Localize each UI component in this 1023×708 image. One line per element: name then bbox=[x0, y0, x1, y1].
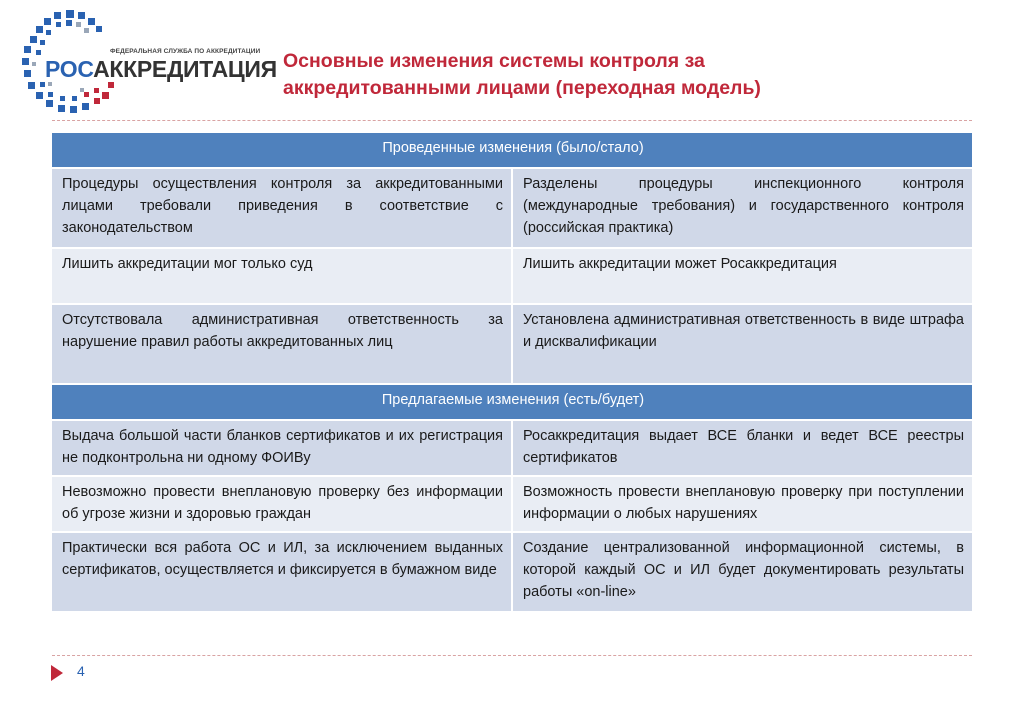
page-number: 4 bbox=[77, 663, 85, 679]
cell-future: Росаккредитация выдает ВСЕ бланки и ведет ВСЕ реестры сертификатов bbox=[512, 420, 973, 476]
table-row bbox=[51, 532, 973, 612]
page-title-line2: аккредитованными лицами (переходная модель) bbox=[283, 77, 761, 99]
logo bbox=[18, 8, 277, 118]
section-header-row bbox=[51, 132, 973, 168]
cell-before: Отсутствовала административная ответственность за нарушение правил работы аккредитованных лиц bbox=[51, 304, 512, 384]
cell-after: Установлена административная ответственность в виде штрафа и дисквалификации bbox=[512, 304, 973, 384]
changes-table bbox=[50, 131, 974, 613]
cell-now: Выдача большой части бланков сертификатов и их регистрация не подконтрольна ни одному ФОИВу bbox=[51, 420, 512, 476]
bottom-divider bbox=[52, 655, 972, 656]
top-divider bbox=[52, 120, 972, 121]
page-title bbox=[283, 48, 983, 102]
section1-header: Проведенные изменения (было/стало) bbox=[51, 132, 973, 168]
cell-before: Процедуры осуществления контроля за аккредитованными лицами требовали приведения в соответствие с законодательством bbox=[51, 168, 512, 248]
cell-after: Разделены процедуры инспекционного контроля (международные требования) и государственного контроля (российская практика) bbox=[512, 168, 973, 248]
cell-now: Практически вся работа ОС и ИЛ, за исключением выданных сертификатов, осуществляется и фиксируется в бумажном виде bbox=[51, 532, 512, 612]
section2-header: Предлагаемые изменения (есть/будет) bbox=[51, 384, 973, 420]
table-row bbox=[51, 168, 973, 248]
play-triangle-icon bbox=[51, 665, 63, 681]
section-header-row bbox=[51, 384, 973, 420]
logo-wordmark-part1: РОС bbox=[45, 56, 94, 82]
table-row bbox=[51, 476, 973, 532]
page-title-line1: Основные изменения системы контроля за bbox=[283, 50, 705, 72]
table-row bbox=[51, 248, 973, 304]
cell-future: Возможность провести внеплановую проверку при поступлении информации о любых нарушениях bbox=[512, 476, 973, 532]
logo-wordmark bbox=[45, 56, 277, 83]
cell-now: Невозможно провести внеплановую проверку без информации об угрозе жизни и здоровью граждан bbox=[51, 476, 512, 532]
logo-agency-line: ФЕДЕРАЛЬНАЯ СЛУЖБА ПО АККРЕДИТАЦИИ bbox=[110, 48, 261, 55]
cell-after: Лишить аккредитации может Росаккредитация bbox=[512, 248, 973, 304]
cell-future: Создание централизованной информационной системы, в которой каждый ОС и ИЛ будет документировать результаты работы «on-line» bbox=[512, 532, 973, 612]
cell-before: Лишить аккредитации мог только суд bbox=[51, 248, 512, 304]
logo-wordmark-part2: АККРЕДИТАЦИЯ bbox=[93, 56, 277, 82]
table-row bbox=[51, 304, 973, 384]
table-row bbox=[51, 420, 973, 476]
